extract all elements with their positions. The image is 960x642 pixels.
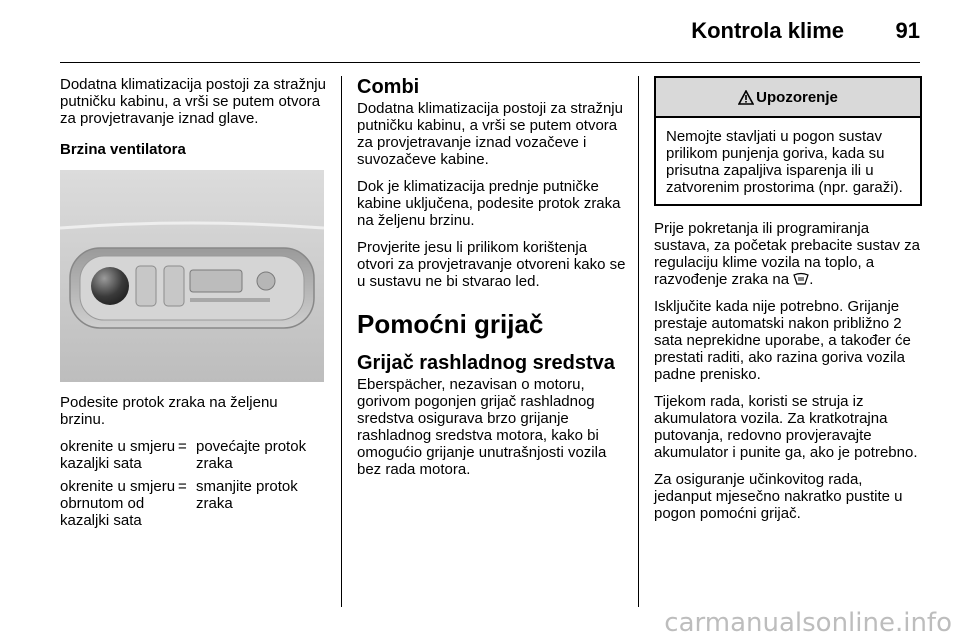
combi-heading: Combi	[357, 76, 420, 98]
adjust-airflow-paragraph: Podesite protok zraka na željenu brzinu.	[60, 394, 278, 428]
battery-paragraph: Tijekom rada, koristi se struja iz akumulatora vozila. Za kratkotrajna putovanja, redovno provjeravajte akumulator i punite ga, ako je potrebno.	[654, 393, 918, 461]
page-number: 91	[895, 18, 920, 43]
fan-speed-heading: Brzina ventilatora	[60, 141, 186, 158]
warning-triangle-icon	[738, 90, 754, 105]
warning-box	[654, 76, 922, 206]
auxiliary-heater-heading: Pomoćni grijač	[357, 309, 544, 339]
intro-paragraph: Dodatna klimatizacija postoji za stražnju putničku kabinu, a vrši se putem otvora za provjetravanje iznad glave.	[60, 76, 326, 127]
table-cell-result: povećajte protok zraka	[196, 438, 307, 472]
page-header	[0, 14, 960, 54]
preheat-paragraph	[654, 220, 922, 288]
warning-header	[656, 78, 920, 118]
combi-paragraph-3: Provjerite jesu li prilikom korištenja otvori za provjetravanje otvoreni kako se u sustavu ne bi stvarao led.	[357, 239, 626, 290]
coolant-heater-paragraph: Eberspächer, nezavisan o motoru, gorivom pogonjen grijač rashladnog sredstva osigurava brzo grijanje rashladnog sredstva motora, kako bi omogućio grijanje unutrašnjosti vozila bez rada motora.	[357, 376, 607, 478]
table-cell-action: okrenite u smjeru kazaljki sata	[60, 438, 176, 472]
warning-label: Upozorenje	[756, 88, 838, 106]
column-divider-2	[638, 76, 639, 607]
combi-paragraph-2: Dok je klimatizacija prednje putničke kabine uključena, podesite protok zraka na željenu brzinu.	[357, 178, 621, 229]
column-divider-1	[341, 76, 342, 607]
table-cell-equals: =	[178, 438, 187, 455]
switch-off-paragraph: Isključite kada nije potrebno. Grijanje prestaje automatski nakon približno 2 sata neprekidne uporabe, a također će prestati raditi, ako razina goriva vozila padne prenisko.	[654, 298, 911, 383]
combi-paragraph-1: Dodatna klimatizacija postoji za stražnju putničku kabinu, a vrši se putem otvora za provjetravanje iznad vozačeve i suvozačeve kabine.	[357, 100, 623, 168]
fan-control-photo	[60, 170, 324, 382]
preheat-text-end: .	[809, 271, 814, 288]
table-cell-action: okrenite u smjeru obrnutom od kazaljki sata	[60, 478, 176, 529]
column-2	[357, 76, 627, 488]
warning-text: Nemojte stavljati u pogon sustav prilikom punjenja goriva, kada su prisutna zapaljiva isparenja ili u zatvorenim prostorima (npr. garaži).	[666, 128, 903, 196]
watermark: carmanualsonline.info	[664, 608, 952, 638]
column-3	[654, 76, 922, 532]
table-cell-equals: =	[178, 478, 187, 495]
preheat-text: Prije pokretanja ili programiranja sustava, za početak prebacite sustav za regulaciju klime vozila na toplo, a razvođenje zraka na	[654, 220, 920, 288]
monthly-run-paragraph: Za osiguranje učinkovitog rada, jedanput mjesečno nakratko pustite u pogon pomoćni grijač.	[654, 471, 903, 522]
page-title: Kontrola klime	[691, 18, 844, 43]
coolant-heater-heading: Grijač rashladnog sredstva	[357, 352, 615, 374]
header-rule	[60, 62, 920, 63]
rotation-table	[60, 438, 326, 535]
windscreen-defrost-icon	[793, 272, 809, 286]
column-1	[60, 76, 326, 535]
table-cell-result: smanjite protok zraka	[196, 478, 298, 512]
